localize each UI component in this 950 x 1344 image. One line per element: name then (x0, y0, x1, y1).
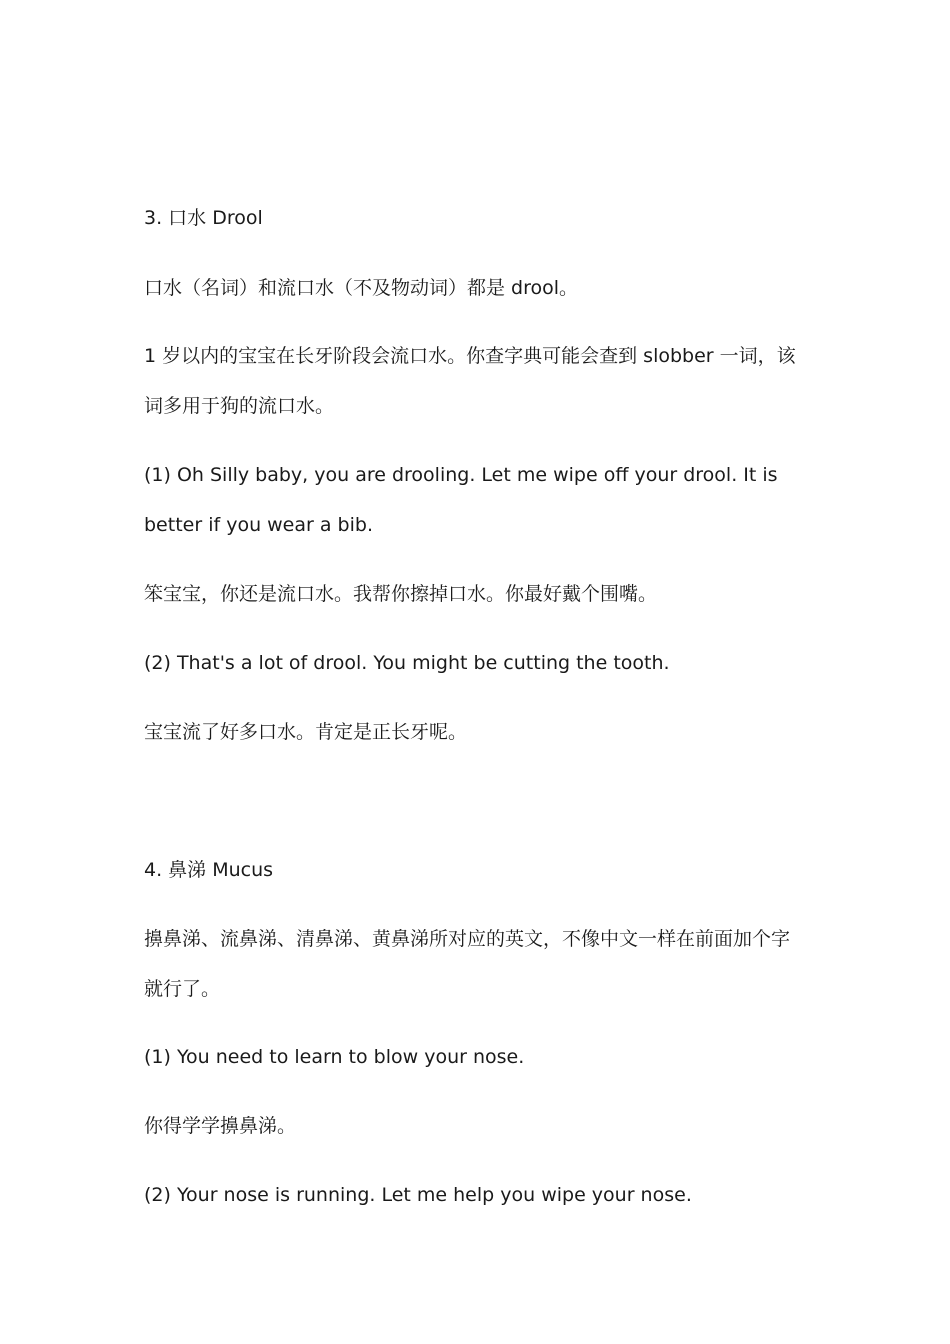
example-4-english: (2) Your nose is running. Let me help you wipe your nose. (144, 1184, 692, 1206)
paragraph-drool-note-line-2: 词多用于狗的流口水。 (144, 395, 335, 417)
paragraph-drool-note-line-1: 1 岁以内的宝宝在长牙阶段会流口水。你查字典可能会查到 slobber 一词，该 (144, 345, 796, 367)
example-1-english-line-1: (1) Oh Silly baby, you are drooling. Let me wipe off your drool. It is (144, 464, 778, 486)
section-heading-mucus: 4. 鼻涕 Mucus (144, 859, 274, 881)
paragraph-mucus-note-line-1: 擤鼻涕、流鼻涕、清鼻涕、黄鼻涕所对应的英文，不像中文一样在前面加个字 (144, 928, 791, 950)
example-3-english: (1) You need to learn to blow your nose. (144, 1046, 525, 1068)
example-2-chinese: 宝宝流了好多口水。肯定是正长牙呢。 (144, 721, 468, 743)
section-heading-drool: 3. 口水 Drool (144, 207, 263, 229)
paragraph-mucus-note-line-2: 就行了。 (144, 978, 221, 1000)
example-1-english-line-2: better if you wear a bib. (144, 514, 373, 536)
paragraph-drool-definition: 口水（名词）和流口水（不及物动词）都是 drool。 (144, 277, 579, 299)
example-2-english: (2) That's a lot of drool. You might be cutting the tooth. (144, 652, 670, 674)
example-3-chinese: 你得学学擤鼻涕。 (144, 1115, 297, 1137)
example-1-chinese: 笨宝宝，你还是流口水。我帮你擦掉口水。你最好戴个围嘴。 (144, 583, 658, 605)
